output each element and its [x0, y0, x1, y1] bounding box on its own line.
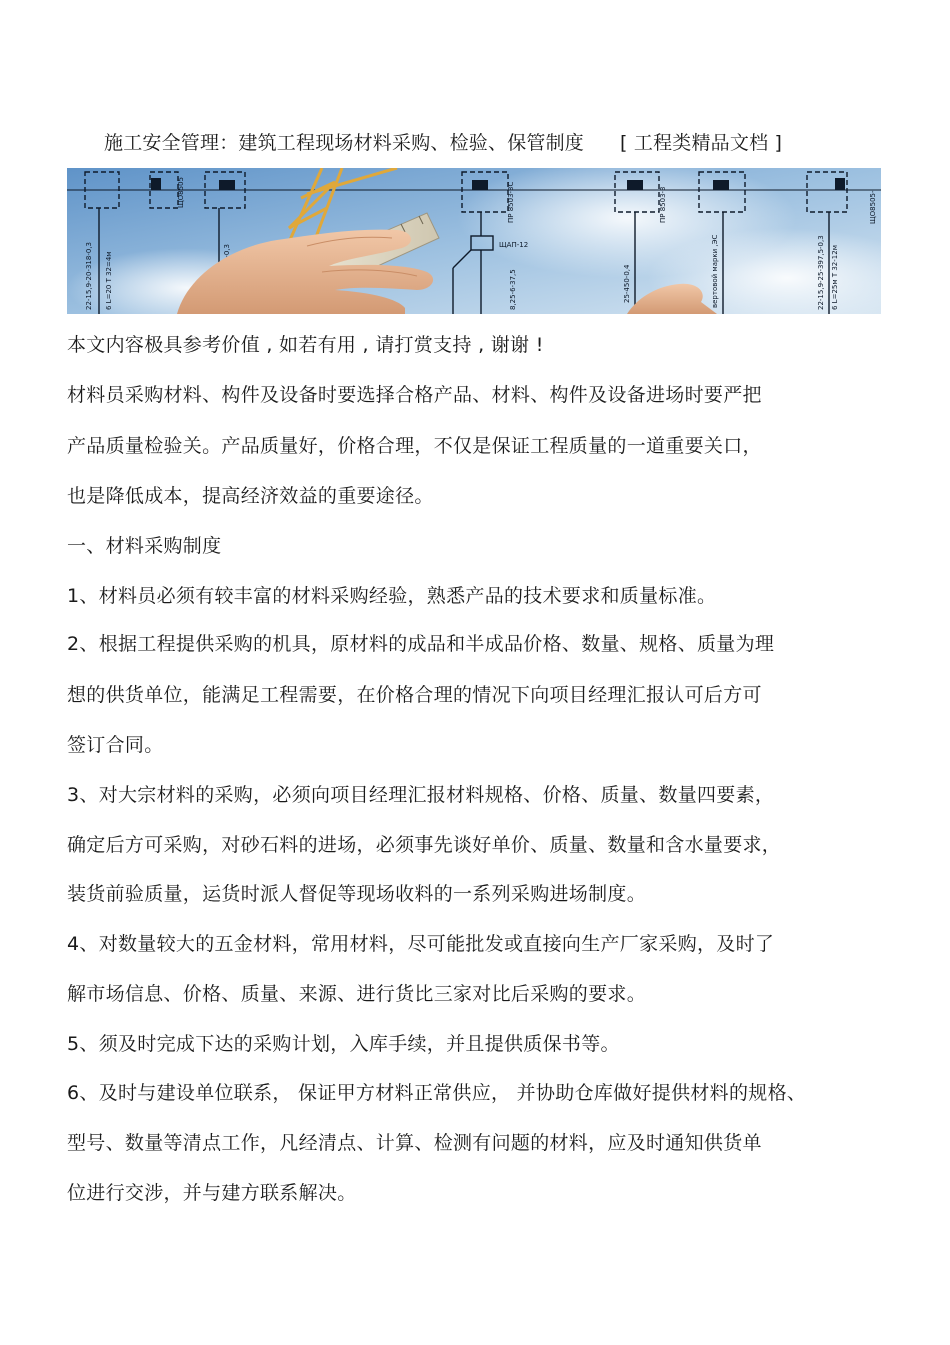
document-title [104, 128, 782, 155]
paragraph-line: 确定后方可采购，对砂石料的进场，必须事先谈好单价、质量、数量和含水量要求， [67, 834, 782, 856]
paragraph-line: 想的供货单位，能满足工程需要，在价格合理的情况下向项目经理汇报认可后方可 [67, 684, 762, 706]
banner-label-pr2: ПР 8503-3 [659, 186, 667, 223]
paragraph-line: 5、须及时完成下达的采购计划，入库手续，并且提供质保书等。 [67, 1033, 620, 1055]
banner-label-cable7: 22-15,9-25-397,5-0,3 [817, 235, 825, 310]
paragraph-line: 产品质量检验关。产品质量好，价格合理，不仅是保证工程质量的一道重要关口， [67, 435, 762, 457]
section-heading: 一、材料采购制度 [67, 535, 222, 557]
paragraph-line: 6、及时与建设单位联系， 保证甲方材料正常供应， 并协助仓库做好提供材料的规格、 [67, 1082, 807, 1104]
paragraph-line: 4、对数量较大的五金材料，常用材料，尽可能批发或直接向生产厂家采购，及时了 [67, 933, 775, 955]
paragraph-line: 位进行交涉，并与建方联系解决。 [67, 1182, 357, 1204]
banner-label-shch: ЩО8505 [177, 177, 185, 208]
paragraph-line: 1、材料员必须有较丰富的材料采购经验，熟悉产品的技术要求和质量标准。 [67, 585, 717, 607]
banner-label-cable5: 8,25-6-37,5 [509, 269, 517, 310]
intro-note: 本文内容极具参考价值 , 如若有用 , 请打赏支持 , 谢谢 ! [67, 334, 544, 356]
banner-label-cable1: 25-450-0,4 [623, 264, 631, 303]
paragraph-line: 型号、数量等清点工作，凡经清点、计算、检测有问题的材料，应及时通知供货单 [67, 1132, 762, 1154]
banner-illustration [67, 168, 881, 314]
paragraph-line: 2、根据工程提供采购的机具，原材料的成品和半成品价格、数量、规格、质量为理 [67, 633, 775, 655]
banner-label-shap: ЩАП-12 [499, 241, 529, 249]
banner-label-cable3: 6 L=20 T 32=4м [105, 251, 113, 310]
banner-label-shch2: ЩО8505- [869, 190, 877, 224]
paragraph-line: 签订合同。 [67, 734, 164, 756]
banner-image [67, 168, 881, 314]
title-text: 施工安全管理：建筑工程现场材料采购、检验、保管制度 [104, 132, 585, 154]
banner-label-cable6: вертовой марки ,ЭС [711, 234, 719, 308]
paragraph-line: 3、对大宗材料的采购，必须向项目经理汇报材料规格、价格、质量、数量四要素， [67, 784, 775, 806]
paragraph-line: 解市场信息、价格、质量、来源、进行货比三家对比后采购的要求。 [67, 983, 647, 1005]
title-tag: [ 工程类精品文档 ] [620, 132, 783, 154]
paragraph-line: 也是降低成本，提高经济效益的重要途径。 [67, 485, 434, 507]
banner-label-cable2: 22-15,9-20-318-0,3 [85, 242, 93, 310]
banner-label-cable8: 6 L=25м T 32-12м [831, 245, 839, 310]
banner-label-pr1: ПР 8503-3С [507, 181, 515, 223]
paragraph-line: 装货前验质量，运货时派人督促等现场收料的一系列采购进场制度。 [67, 883, 647, 905]
paragraph-line: 材料员采购材料、构件及设备时要选择合格产品、材料、构件及设备进场时要严把 [67, 384, 762, 406]
